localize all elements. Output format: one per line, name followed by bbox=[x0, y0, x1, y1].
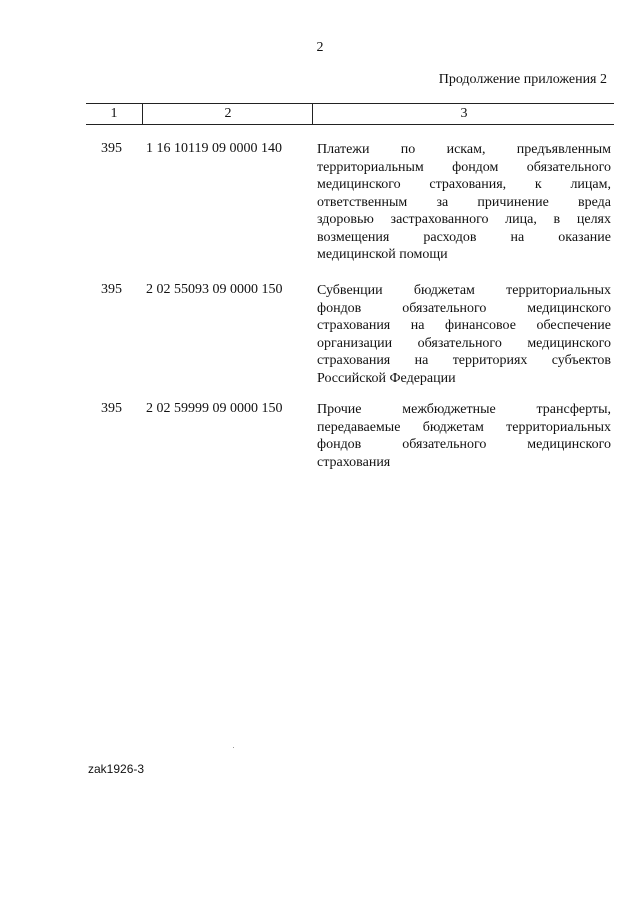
income-name-line: Прочие межбюджетные трансферты, bbox=[317, 402, 611, 417]
income-name-line: Платежи по искам, предъявленным bbox=[317, 142, 611, 157]
income-name-line: Субвенции бюджетам территориальных bbox=[317, 283, 611, 298]
income-name-line: здоровью застрахованного лица, в целях bbox=[317, 212, 611, 227]
income-name-line: медицинской помощи bbox=[317, 247, 448, 262]
header-cell-1: 1 bbox=[110, 106, 118, 121]
income-name-line: страхования на финансовое обеспечение bbox=[317, 318, 611, 333]
income-name-line: страхования bbox=[317, 454, 391, 470]
continuation-title: Продолжение приложения 2 bbox=[438, 72, 607, 87]
income-name-line: территориальным фондом обязательного bbox=[317, 159, 611, 175]
admin-code: 395 bbox=[101, 282, 122, 297]
income-name-line: Российской Федерации bbox=[317, 370, 456, 386]
table-header-row bbox=[86, 103, 614, 125]
income-name bbox=[317, 282, 611, 387]
income-name-line: страхования на территориях субъектов bbox=[317, 353, 611, 368]
income-code: 1 16 10119 09 0000 140 bbox=[146, 141, 282, 156]
income-name-line: фондов обязательного медицинского bbox=[317, 437, 611, 452]
admin-code: 395 bbox=[101, 141, 122, 156]
income-code: 2 02 59999 09 0000 150 bbox=[146, 401, 283, 416]
header-cell-2: 2 bbox=[142, 104, 313, 124]
income-code: 2 02 55093 09 0000 150 bbox=[146, 282, 283, 297]
income-name-line: передаваемые бюджетам территориальных bbox=[317, 419, 611, 435]
income-name-line: медицинского страхования, к лицам, bbox=[317, 177, 611, 192]
income-name bbox=[317, 401, 611, 471]
scan-speck bbox=[233, 747, 234, 748]
income-name-line: организации обязательного медицинского bbox=[317, 335, 611, 351]
income-name-line: фондов обязательного медицинского bbox=[317, 300, 611, 316]
admin-code: 395 bbox=[101, 401, 122, 416]
income-name-line: ответственным за причинение вреда bbox=[317, 194, 611, 210]
income-name-line: возмещения расходов на оказание bbox=[317, 229, 611, 245]
footer-document-code: zak1926-3 bbox=[88, 762, 145, 776]
income-name bbox=[317, 141, 611, 264]
header-cell-3: 3 bbox=[312, 104, 615, 124]
page-number: 2 bbox=[316, 40, 324, 55]
